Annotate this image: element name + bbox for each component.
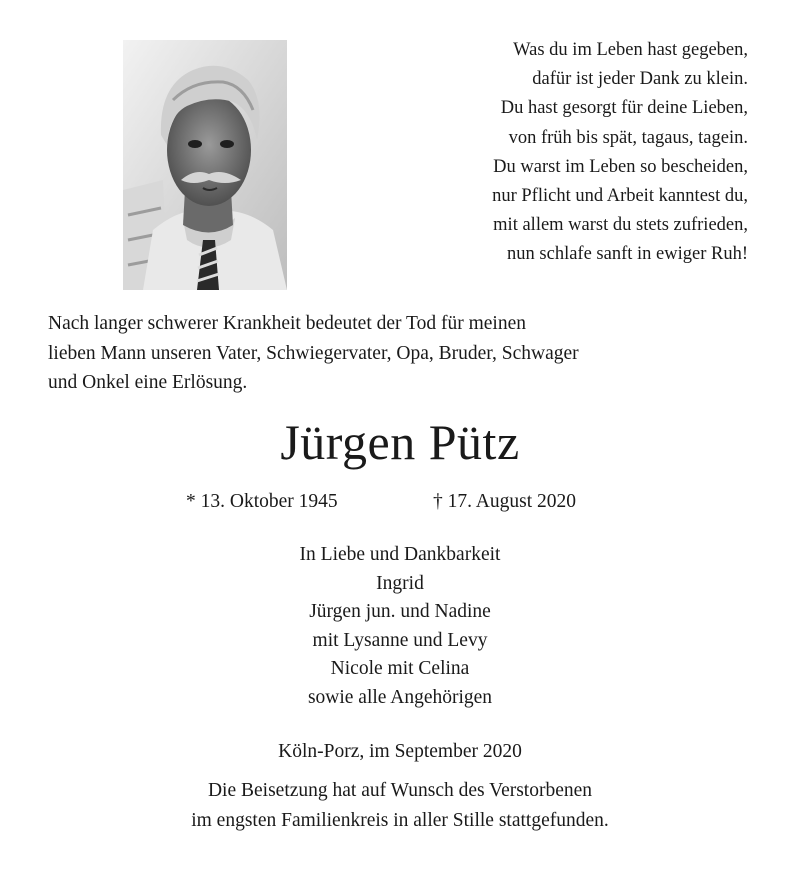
family-line: In Liebe und Dankbarkeit bbox=[299, 544, 501, 565]
portrait-icon bbox=[123, 40, 287, 290]
poem-line: nun schlafe sanft in ewiger Ruh! bbox=[507, 244, 748, 265]
birth-date: * 13. Oktober 1945 bbox=[186, 491, 338, 512]
death-date: † 17. August 2020 bbox=[433, 491, 577, 512]
burial-notice bbox=[0, 776, 800, 835]
portrait-photo bbox=[123, 40, 287, 290]
intro-text bbox=[48, 309, 768, 398]
family-line: sowie alle Angehörigen bbox=[307, 686, 493, 708]
place-and-date: Köln-Porz, im September 2020 bbox=[278, 741, 522, 762]
burial-line: im engsten Familienkreis in aller Stille stattgefunden. bbox=[191, 809, 609, 831]
poem-line: mit allem warst du stets zufrieden, bbox=[493, 215, 748, 236]
family-line: Jürgen jun. und Nadine bbox=[309, 601, 491, 623]
poem-line: von früh bis spät, tagaus, tagein. bbox=[508, 127, 748, 148]
family-line: Nicole mit Celina bbox=[330, 658, 470, 680]
poem-line: dafür ist jeder Dank zu klein. bbox=[532, 69, 748, 90]
intro-line: lieben Mann unseren Vater, Schwiegervater, Opa, Bruder, Schwager bbox=[48, 342, 579, 364]
memorial-poem bbox=[328, 36, 748, 270]
deceased-name: Jürgen Pütz bbox=[280, 414, 520, 470]
intro-line: Nach langer schwerer Krankheit bedeutet der Tod für meinen bbox=[48, 313, 526, 334]
poem-line: Du warst im Leben so bescheiden, bbox=[493, 156, 748, 177]
family-line: Ingrid bbox=[376, 572, 424, 594]
burial-line: Die Beisetzung hat auf Wunsch des Verstorbenen bbox=[207, 780, 593, 801]
family-line: mit Lysanne und Levy bbox=[312, 629, 488, 651]
family-signatures bbox=[0, 541, 800, 713]
poem-line: nur Pflicht und Arbeit kanntest du, bbox=[492, 186, 748, 207]
poem-line: Was du im Leben hast gegeben, bbox=[513, 40, 748, 60]
intro-line: und Onkel eine Erlösung. bbox=[48, 372, 248, 393]
life-dates bbox=[0, 487, 800, 517]
poem-line: Du hast gesorgt für deine Lieben, bbox=[500, 98, 748, 119]
